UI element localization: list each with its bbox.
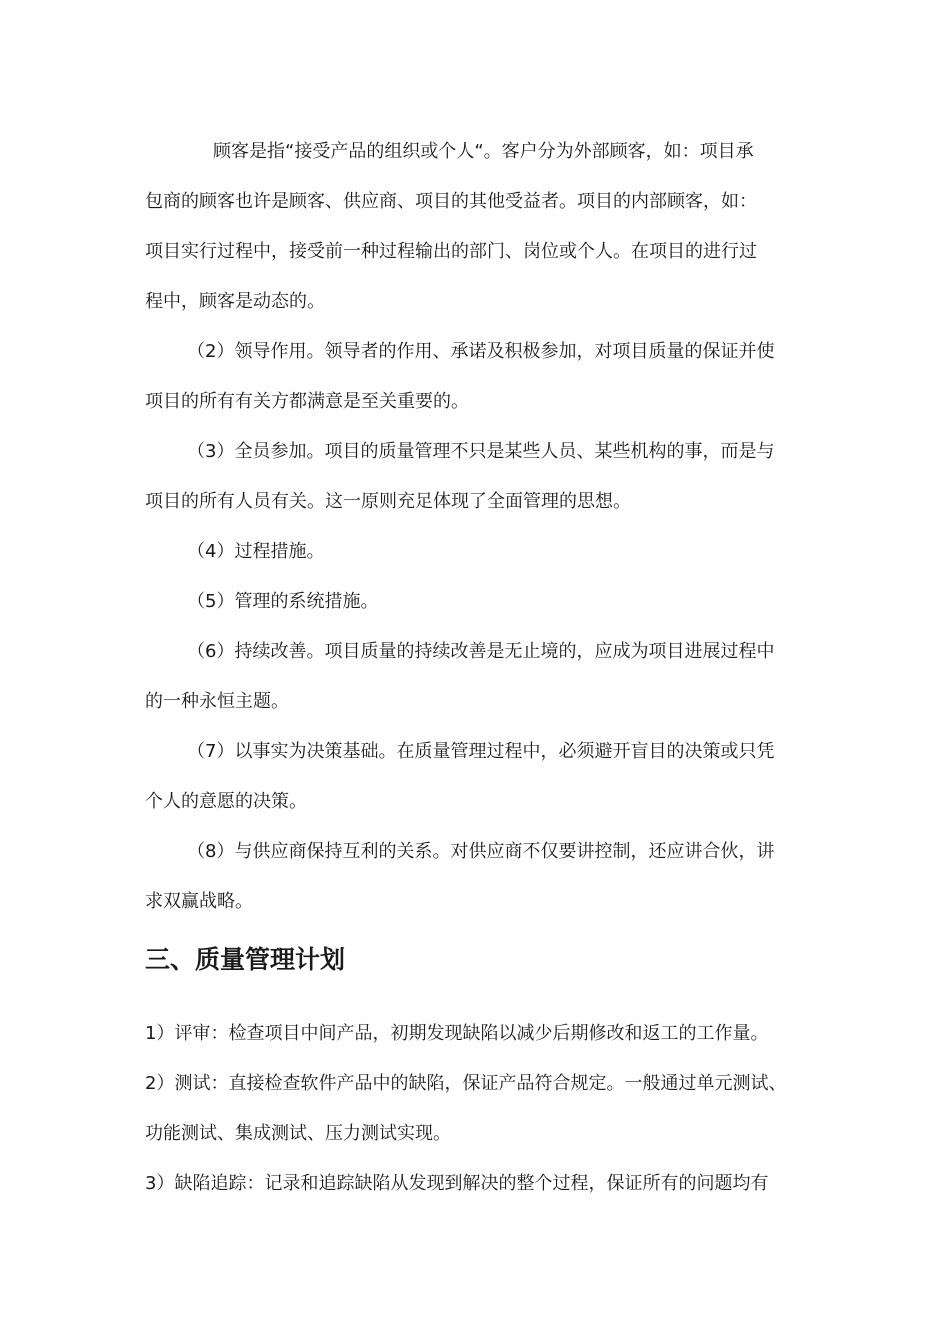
- section-heading: 三、质量管理计划: [145, 945, 346, 974]
- paragraph-line: 程中，顾客是动态的。: [145, 291, 325, 312]
- paragraph-line: （2）领导作用。领导者的作用、承诺及积极参加，对项目质量的保证并使: [187, 341, 775, 362]
- plan-item-line: 2）测试：直接检查软件产品中的缺陷，保证产品符合规定。一般通过单元测试、: [145, 1073, 787, 1094]
- paragraph-line: 项目实行过程中，接受前一种过程输出的部门、岗位或个人。在项目的进行过: [145, 241, 757, 262]
- paragraph-line: （4）过程措施。: [187, 541, 325, 562]
- paragraph-line: （7）以事实为决策基础。在质量管理过程中，必须避开盲目的决策或只凭: [187, 741, 775, 762]
- paragraph-line: 包商的顾客也许是顾客、供应商、项目的其他受益者。项目的内部顾客，如：: [145, 191, 757, 212]
- paragraph-principle-8: [145, 827, 815, 927]
- plan-item-review: [145, 1009, 815, 1059]
- paragraph-customer-definition: [145, 127, 815, 327]
- plan-item-testing: [145, 1059, 815, 1159]
- paragraph-principle-5: [145, 577, 815, 627]
- paragraph-principle-6: [145, 627, 815, 727]
- paragraph-principle-7: [145, 727, 815, 827]
- paragraph-line: 求双赢战略。: [145, 891, 253, 912]
- plan-item-line: 1）评审：检查项目中间产品，初期发现缺陷以减少后期修改和返工的工作量。: [145, 1023, 769, 1044]
- plan-item-line: 3）缺陷追踪：记录和追踪缺陷从发现到解决的整个过程，保证所有的问题均有: [145, 1173, 769, 1194]
- paragraph-principle-2: [145, 327, 815, 427]
- paragraph-line: （5）管理的系统措施。: [187, 591, 379, 612]
- paragraph-line: 的一种永恒主题。: [145, 691, 289, 712]
- paragraph-line: （8）与供应商保持互利的关系。对供应商不仅要讲控制，还应讲合伙，讲: [187, 841, 775, 862]
- plan-item-line: 功能测试、集成测试、压力测试实现。: [145, 1123, 451, 1144]
- paragraph-principle-3: [145, 427, 815, 527]
- paragraph-principle-4: [145, 527, 815, 577]
- paragraph-line: 项目的所有有关方都满意是至关重要的。: [145, 391, 469, 412]
- paragraph-line: 项目的所有人员有关。这一原则充足体现了全面管理的思想。: [145, 491, 631, 512]
- paragraph-line: （3）全员参加。项目的质量管理不只是某些人员、某些机构的事，而是与: [187, 441, 775, 462]
- paragraph-line: 顾客是指“接受产品的组织或个人“。客户分为外部顾客，如：项目承: [213, 141, 754, 162]
- paragraph-line: 个人的意愿的决策。: [145, 791, 307, 812]
- paragraph-line: （6）持续改善。项目质量的持续改善是无止境的，应成为项目进展过程中: [187, 641, 775, 662]
- plan-item-defect-tracking: [145, 1159, 815, 1209]
